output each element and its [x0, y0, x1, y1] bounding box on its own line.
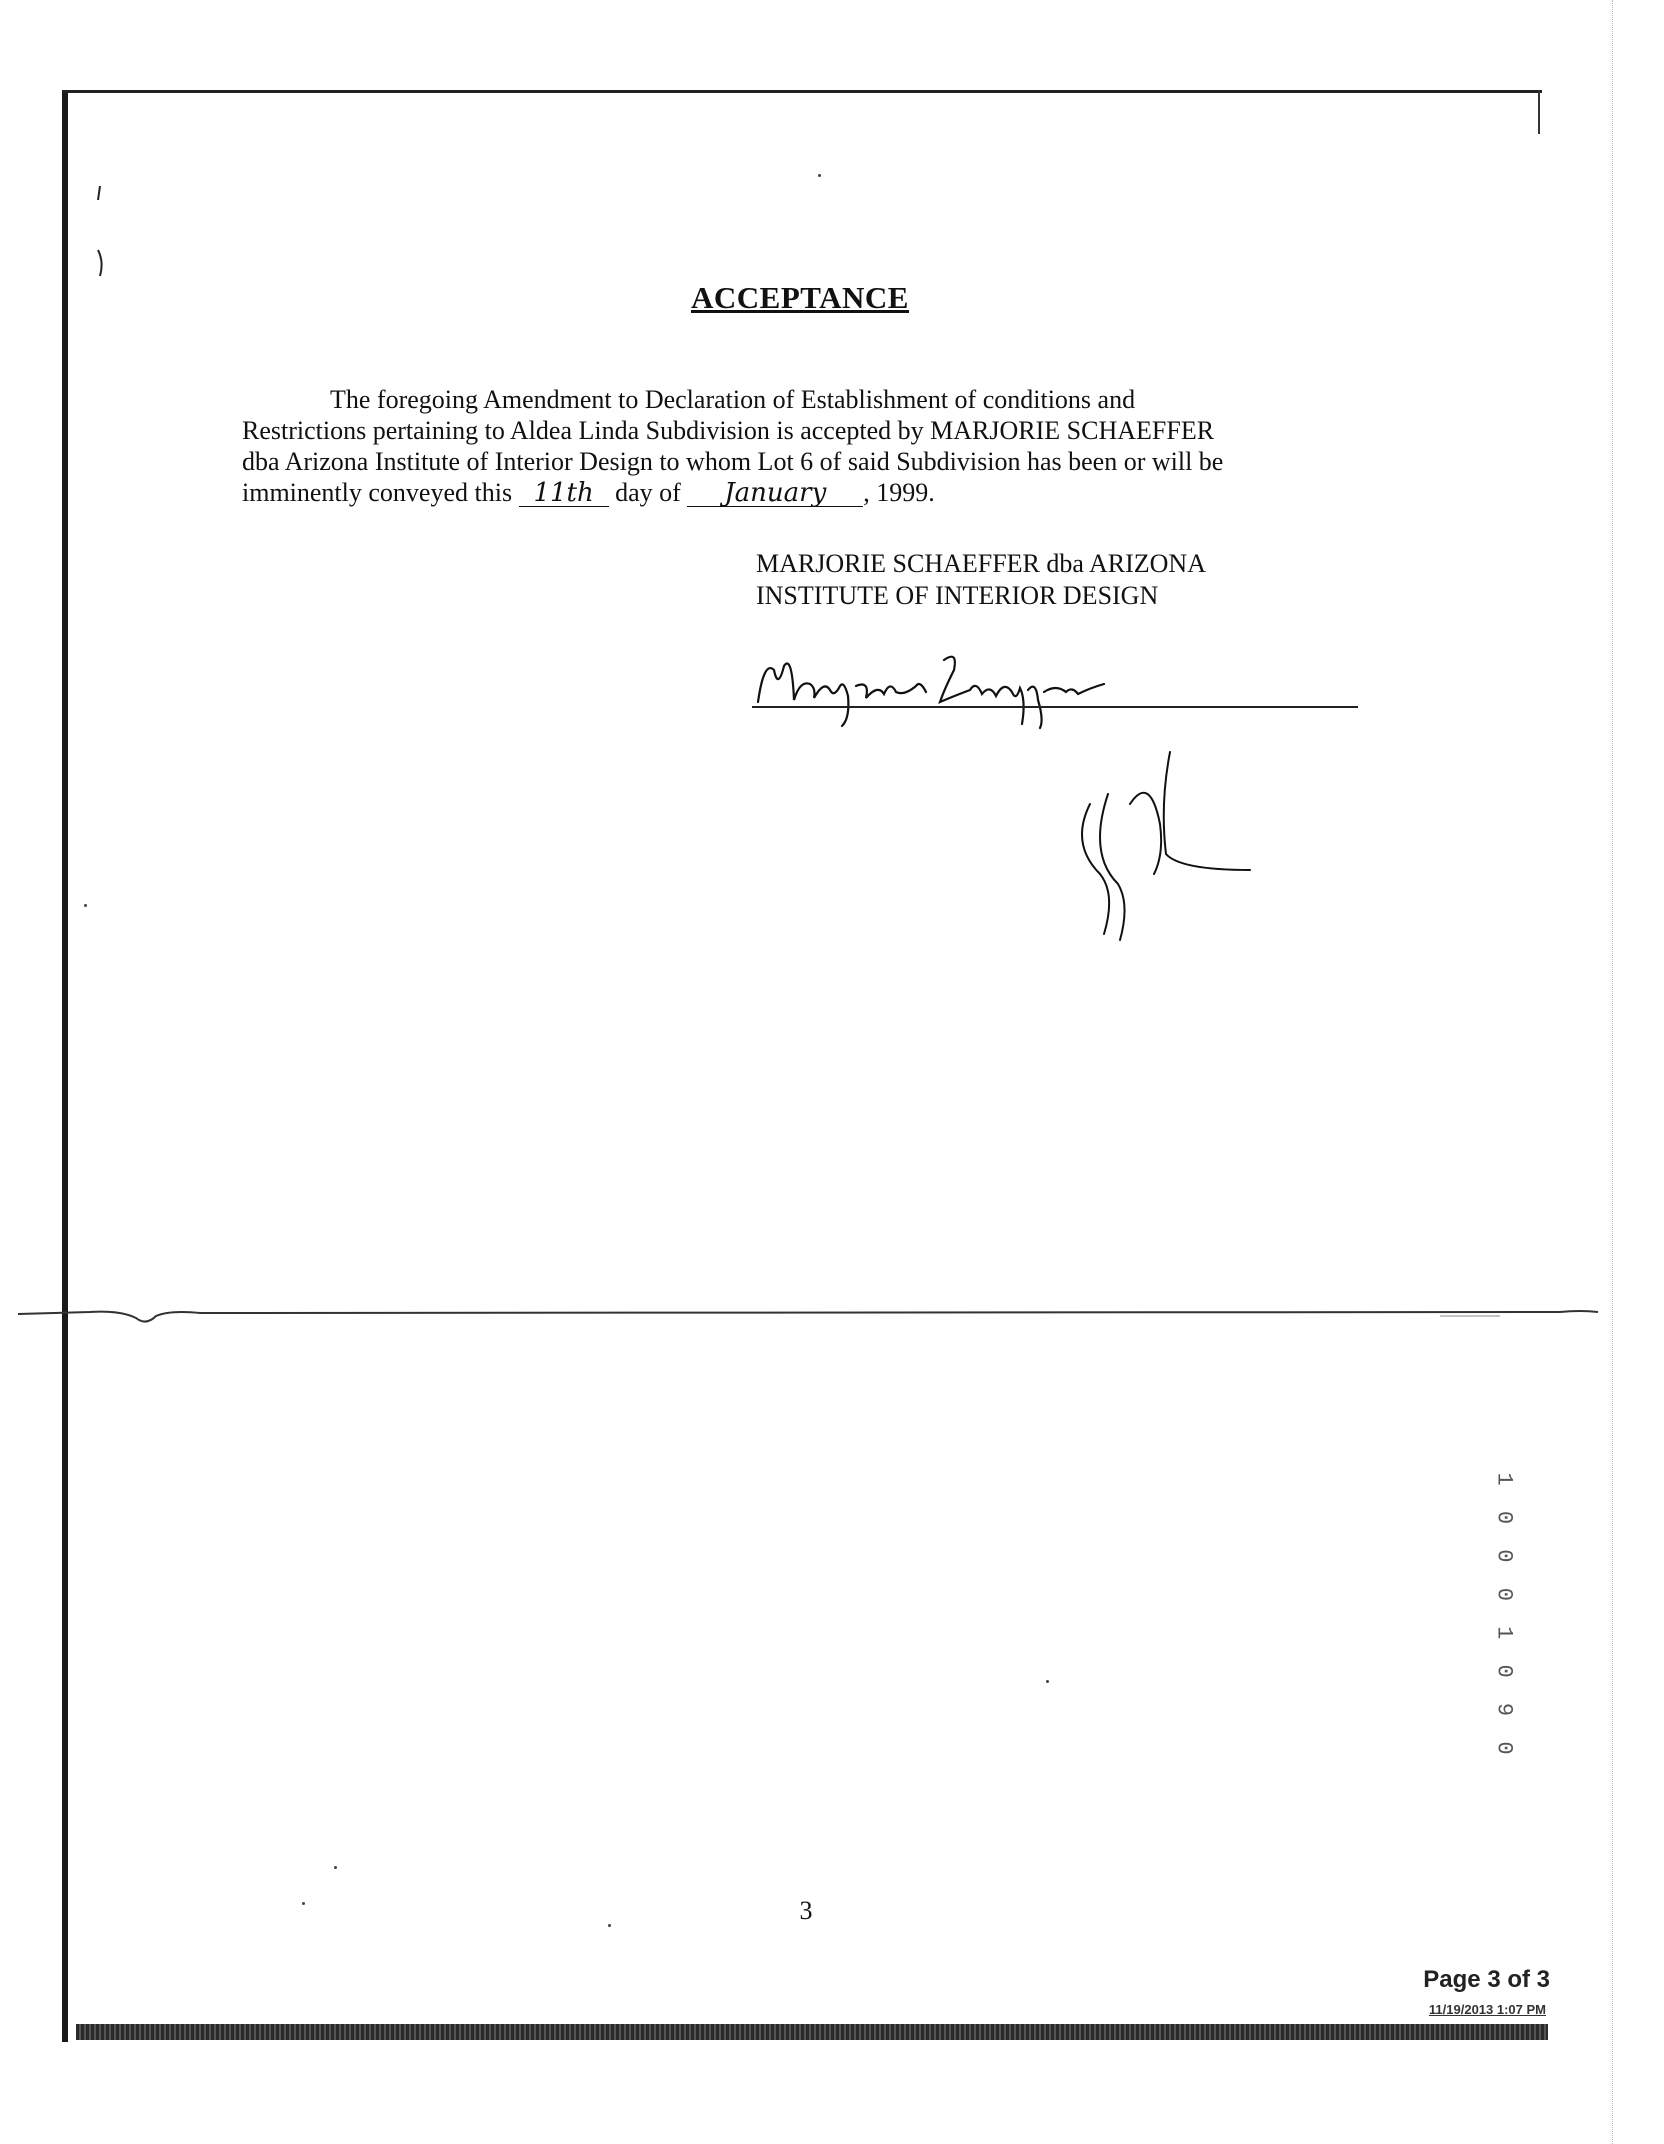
scan-speck: [84, 904, 87, 907]
scan-speck: [818, 174, 821, 177]
scan-edge: [1612, 0, 1615, 2144]
initials: [1060, 744, 1280, 944]
footer-timestamp: 11/19/2013 1:07 PM: [1428, 2002, 1546, 2017]
recording-stamp-number: 1 0 0 0 1 0 9 0: [1491, 1472, 1517, 1761]
handwritten-month: January: [687, 480, 863, 507]
scan-border-bottom: [76, 2024, 1548, 2040]
signer-block: [756, 548, 1206, 612]
body-text: imminently conveyed this: [242, 478, 513, 507]
scan-border-left: [62, 92, 68, 2042]
page-title: ACCEPTANCE: [691, 280, 909, 315]
body-text: day of: [615, 478, 681, 507]
signature: [744, 640, 1174, 730]
footer-page-label: Page 3 of 3: [1423, 1966, 1550, 1993]
body-line-last: [242, 477, 1352, 508]
body-line: Restrictions pertaining to Aldea Linda Subdivision is accepted by MARJORIE SCHAEFFER: [242, 416, 1215, 445]
margin-mark: [94, 176, 114, 286]
body-text: , 1999.: [863, 478, 935, 507]
scan-border-right: [1538, 90, 1540, 134]
body-line: The foregoing Amendment to Declaration of Establishment of conditions and: [330, 385, 1136, 414]
handwritten-day: 11th: [519, 480, 609, 507]
signer-name: MARJORIE SCHAEFFER dba ARIZONA: [756, 549, 1206, 578]
body-line: dba Arizona Institute of Interior Design to whom Lot 6 of said Subdivision has been or will be: [242, 447, 1224, 476]
acceptance-paragraph: [242, 384, 1352, 508]
scan-speck: [334, 1866, 337, 1869]
signer-company: INSTITUTE OF INTERIOR DESIGN: [756, 581, 1159, 610]
recording-stamp: [1484, 1470, 1520, 1770]
scan-speck: [608, 1924, 611, 1927]
scan-speck: [1046, 1680, 1049, 1683]
fold-line: [0, 1300, 1600, 1330]
page-number: 3: [799, 1896, 813, 1925]
signature-line: [752, 706, 1358, 708]
scan-speck: [302, 1902, 305, 1905]
scan-border-top: [62, 90, 1542, 93]
